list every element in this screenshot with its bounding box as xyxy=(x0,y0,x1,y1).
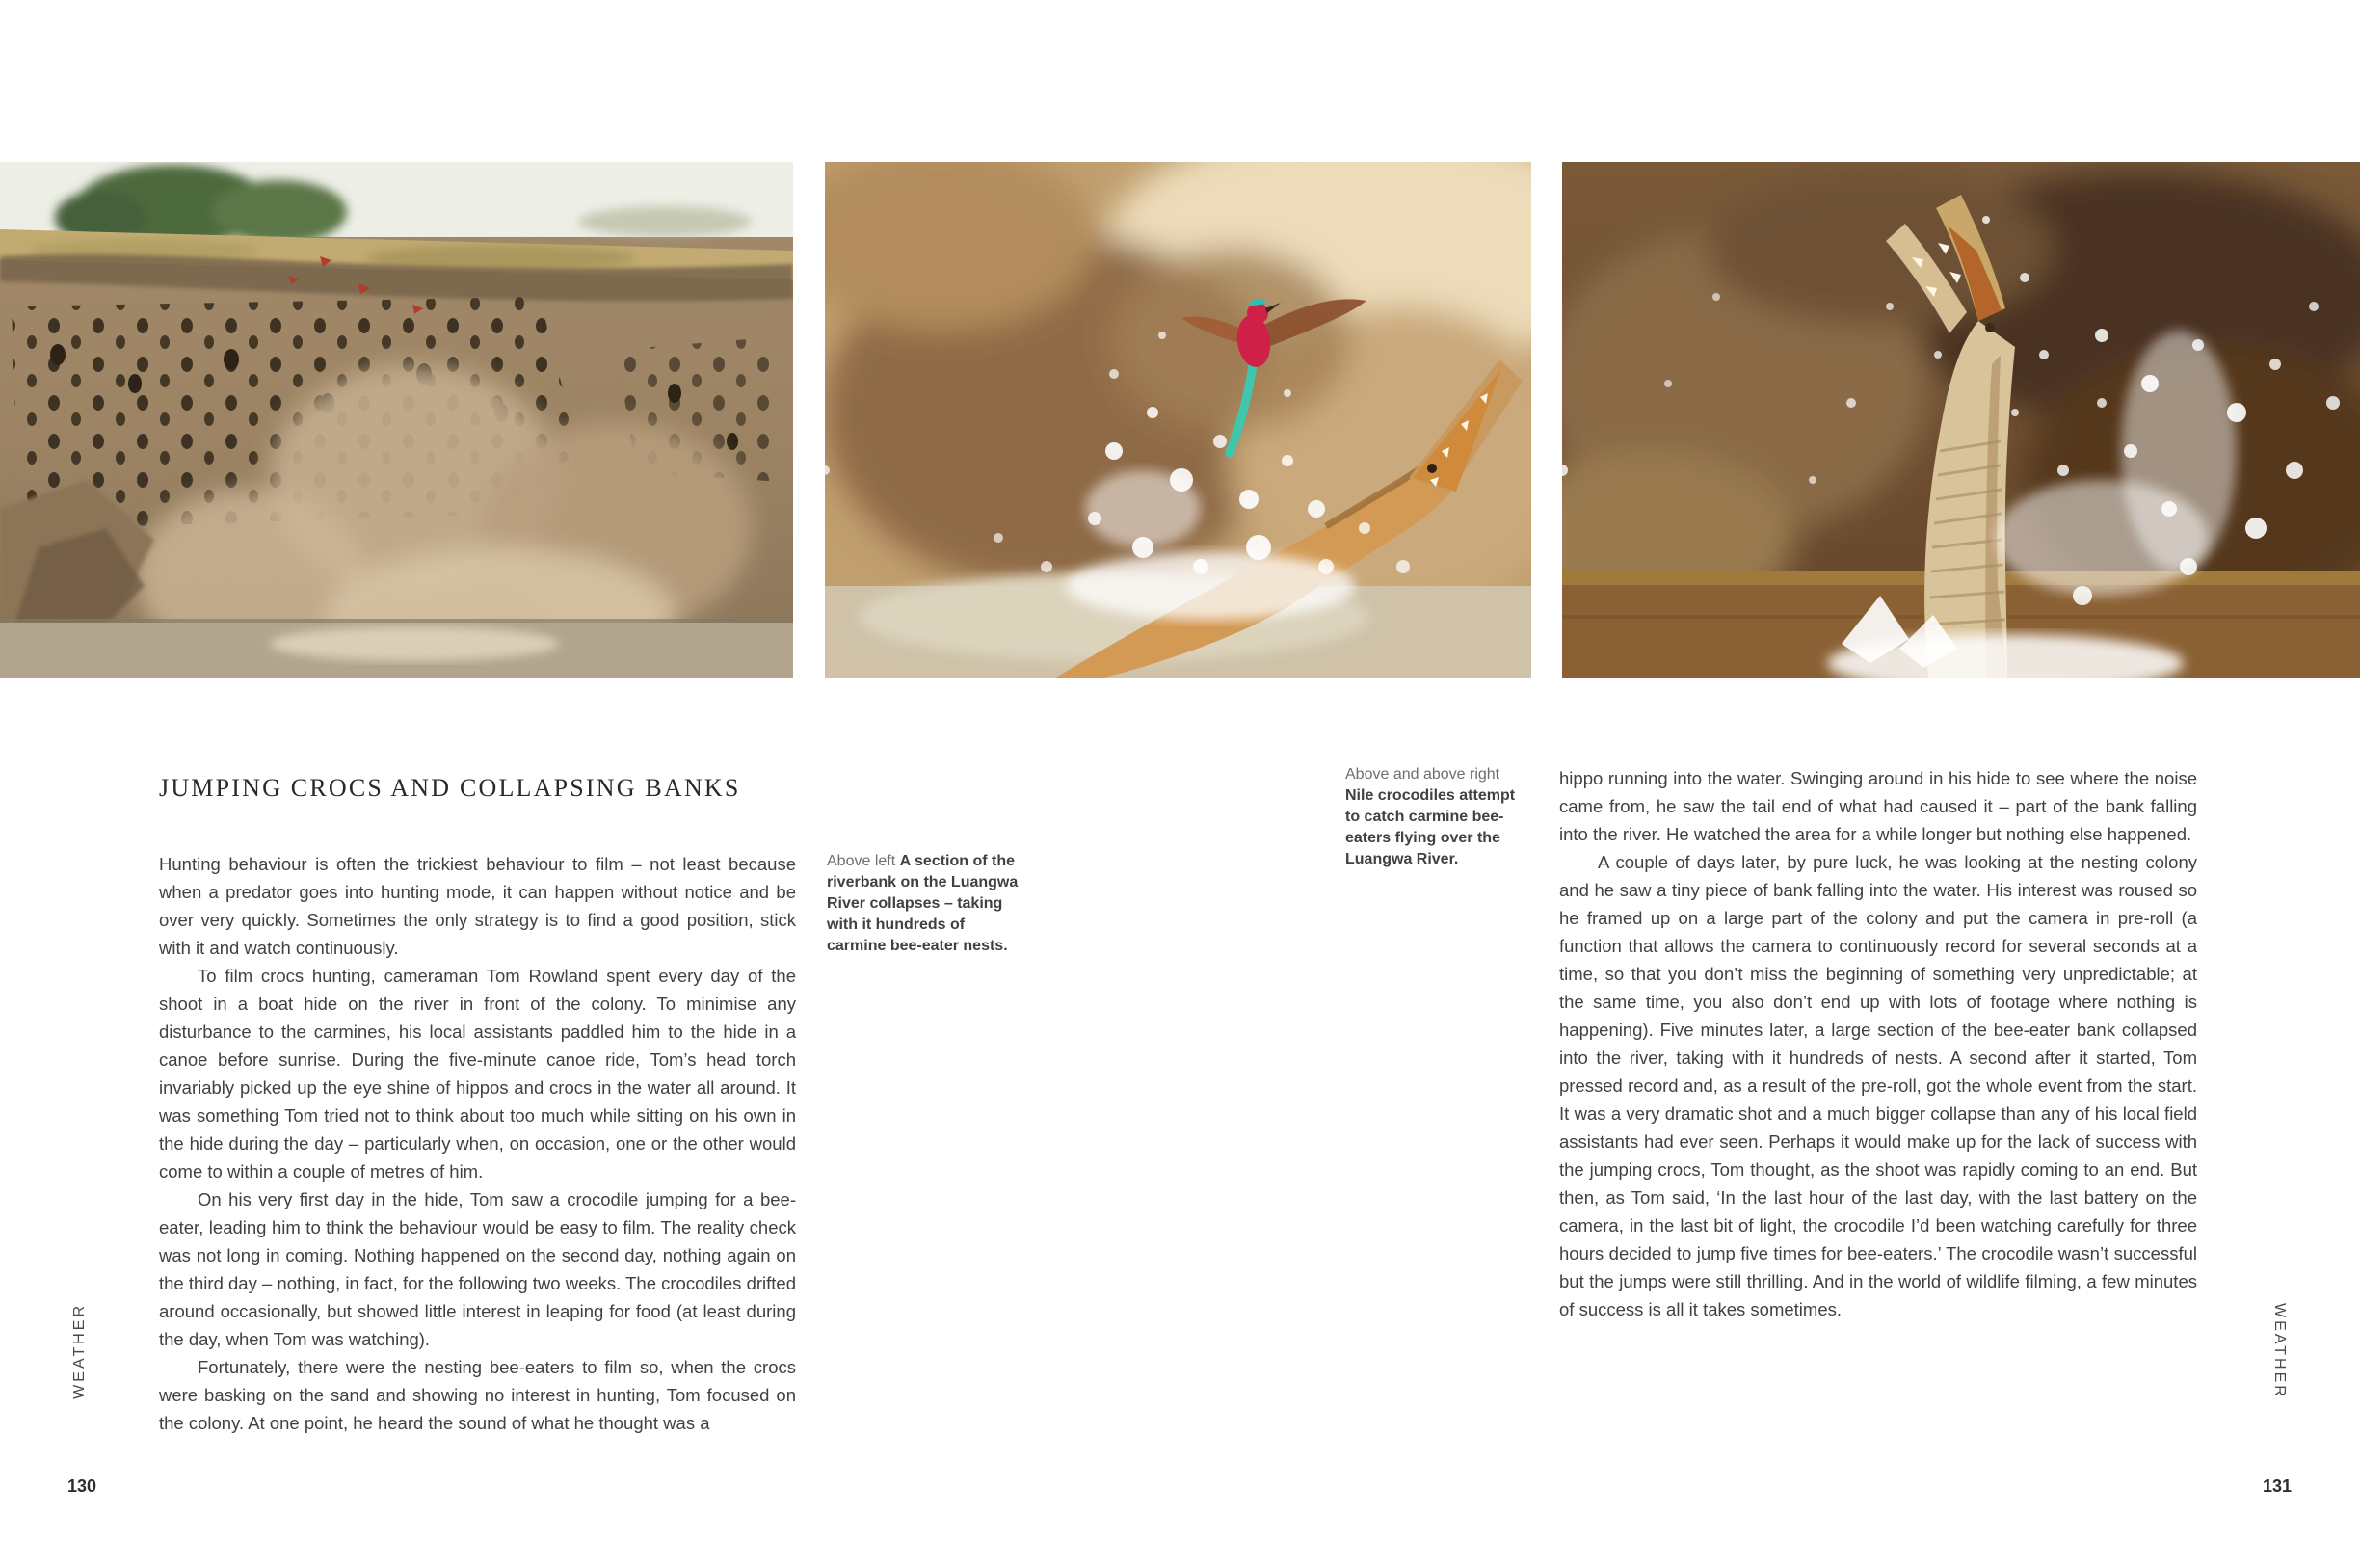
caption-text: A section of the riverbank on the Luangwa River collapses – taking with it hundreds of carmine bee-eater nests. xyxy=(827,853,1019,954)
caption-text: Nile crocodiles attempt to catch carmine bee-eaters flying over the Luangwa River. xyxy=(1345,787,1516,867)
riverbank-collapse-photo xyxy=(0,162,793,678)
riverbank-collapse-illustration xyxy=(0,162,793,678)
page-number-left: 130 xyxy=(67,1476,97,1496)
paragraph: hippo running into the water. Swinging around in his hide to see where the noise came from, he saw the tail end of what had caused it – part of the bank falling into the river. He watched the area for a while longer but nothing else happened. xyxy=(1559,768,2197,844)
paragraph: A couple of days later, by pure luck, he was looking at the nesting colony and he saw a tiny piece of bank falling into the water. His interest was roused so he framed up on a large part of the colony and put the camera in pre-roll (a function that allows the camera to continuously record for several seconds at a time, so that you don’t miss the beginning of something very unpredictable; at the same time, you also don’t end up with lots of footage where nothing is happening). Five minutes later, a large section of the bee-eater bank collapsed into the river, taking with it hundreds of nests. A second after it started, Tom pressed record and, as a result of the pre-roll, got the whole event from the start. It was a very dramatic shot and a much bigger collapse than any of his local field assistants had ever seen. Perhaps it would make up for the lack of success with the jumping crocs, Tom thought, as the shoot was rapidly coming to an end. But then, as Tom said, ‘In the last hour of the last day, with the last battery on the camera, in the last bit of light, the crocodile I’d been watching carefully for three hours decided to jump five times for bee-eaters.’ The crocodile wasn’t successful but the jumps were still thrilling. And in the world of wildlife filming, a few minutes of success is all it takes sometimes. xyxy=(1559,852,2197,1319)
article-column-right xyxy=(1559,764,2197,1323)
croc-lunge-bee-eater-photo xyxy=(825,162,1531,678)
caption-prefix: Above left xyxy=(827,853,900,869)
page-title: JUMPING CROCS AND COLLAPSING BANKS xyxy=(159,774,741,803)
paragraph: To film crocs hunting, cameraman Tom Rowland spent every day of the shoot in a boat hide on the river in front of the colony. To minimise any disturbance to the carmines, his local assistants paddled him to the hide in a canoe before sunrise. During the five-minute canoe ride, Tom’s head torch invariably picked up the eye shine of hippos and crocs in the water all around. It was something Tom tried not to think about too much while sitting on his own in the hide during the day – particularly when, on occasion, one or the other would come to within a couple of metres of him. xyxy=(159,966,796,1182)
section-label-left: WEATHER xyxy=(71,1303,88,1399)
caption-prefix: Above and above right xyxy=(1345,766,1500,783)
section-label-right: WEATHER xyxy=(2271,1303,2288,1399)
page-number-right: 131 xyxy=(2263,1476,2293,1496)
paragraph: On his very first day in the hide, Tom saw a crocodile jumping for a bee-eater, leading him to think the behaviour would be easy to film. The reality check was not long in coming. Nothing happened on the second day, nothing again on the third day – nothing, in fact, for the following two weeks. The crocodiles drifted around occasionally, but showed little interest in leaping for food (at least during the day, when Tom was watching). xyxy=(159,1189,796,1349)
paragraph: Hunting behaviour is often the trickiest behaviour to film – not least because when a predator goes into hunting mode, it can happen without notice and be over very quickly. Sometimes the only strategy is to find a good position, stick with it and watch continuously. xyxy=(159,854,796,958)
caption-above-left xyxy=(827,851,1024,957)
caption-above-right xyxy=(1345,764,1530,870)
paragraph: Fortunately, there were the nesting bee-eaters to film so, when the crocs were basking on the sand and showing no interest in hunting, Tom focused on the colony. At one point, he heard the sound of what he thought was a xyxy=(159,1357,796,1433)
croc-lunge-illustration xyxy=(825,162,1531,678)
croc-vertical-jump-photo xyxy=(1562,162,2360,678)
article-column-left xyxy=(159,850,796,1437)
croc-jump-illustration xyxy=(1562,162,2360,678)
